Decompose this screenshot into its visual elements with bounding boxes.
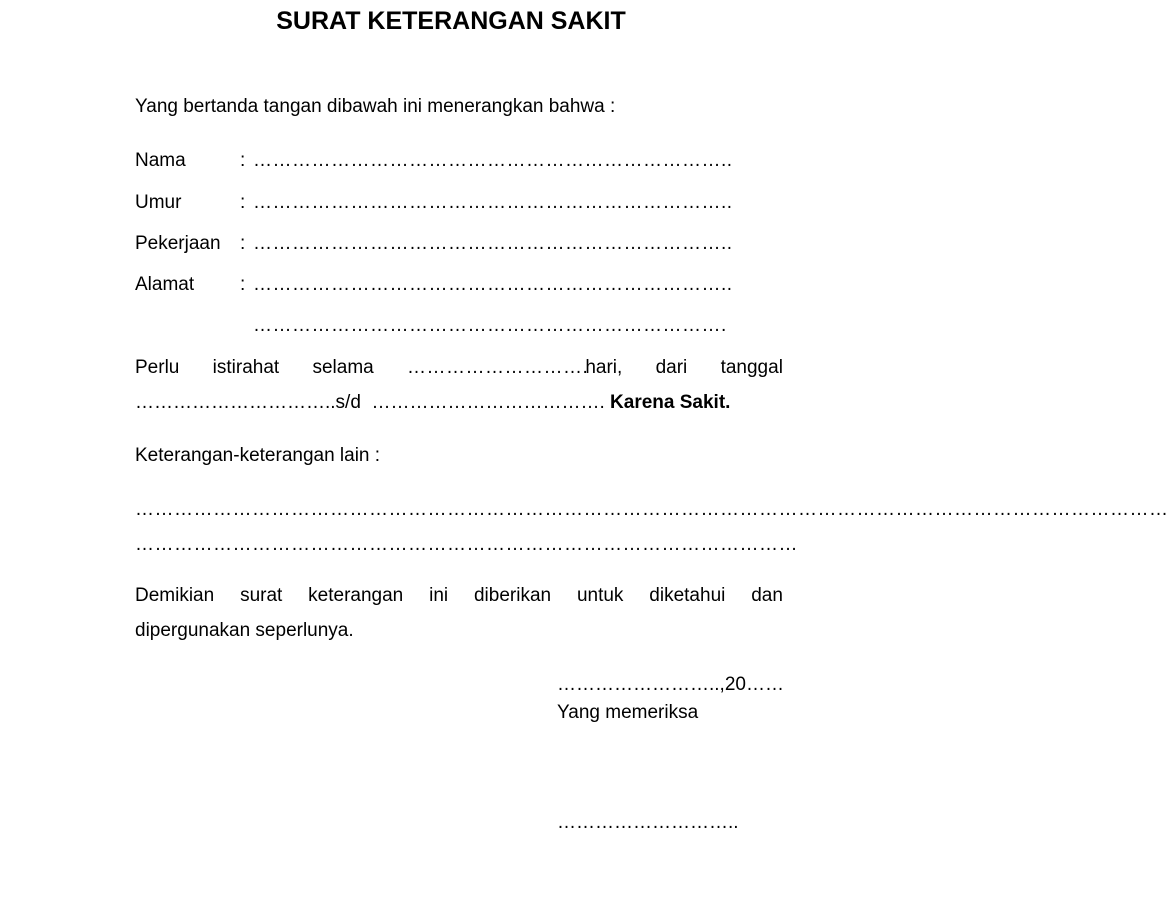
word: keterangan [308,585,404,606]
other-notes-line[interactable]: ………………………………………………………………………………………… [135,534,798,555]
address-continuation[interactable]: ………………………………………………………………. [253,315,727,336]
field-label: Pekerjaan [135,233,221,254]
field-label: Nama [135,150,186,171]
field-value[interactable]: ……………………………………………………………….. [253,233,733,254]
word: untuk [576,585,624,606]
document-title: SURAT KETERANGAN SAKIT [276,7,626,35]
word: surat [240,585,283,606]
examiner-label: Yang memeriksa [557,702,699,723]
word: dari [655,357,688,378]
closing-line2: dipergunakan seperlunya. [135,620,354,641]
end-date-blank[interactable]: ………………………………. [371,392,605,413]
word: dan [751,585,783,606]
days-blank[interactable]: ………………………. [407,357,589,378]
intro-text: Yang bertanda tangan dibawah ini menerangkan bahwa : [135,96,616,117]
other-notes-label: Keterangan-keterangan lain : [135,445,381,466]
word: Perlu [135,357,180,378]
reason-text: Karena Sakit. [610,392,731,413]
field-colon: : [240,150,246,171]
field-label: Alamat [135,274,195,295]
word: Demikian [135,585,215,606]
field-colon: : [240,274,246,295]
signature-date[interactable]: ……………………..,20…… [557,674,784,695]
word: diketahui [649,585,726,606]
field-colon: : [240,192,246,213]
rest-period-line1 [135,356,783,380]
start-date-blank[interactable]: …………………………..s/d [135,392,361,413]
signature-name-line[interactable]: ……………………….. [557,812,739,833]
word: diberikan [473,585,552,606]
field-value[interactable]: ……………………………………………………………….. [253,274,733,295]
word: tanggal [720,357,783,378]
word: hari, [585,357,623,378]
other-notes-line[interactable]: …………………………………………………………………………………………………………………………………………… [135,499,1169,520]
word: istirahat [212,357,280,378]
field-value[interactable]: ……………………………………………………………….. [253,150,733,171]
closing-line1 [135,584,783,608]
rest-period-line2 [135,391,730,415]
field-colon: : [240,233,246,254]
field-value[interactable]: ……………………………………………………………….. [253,192,733,213]
word: selama [312,357,374,378]
word: ini [429,585,449,606]
field-label: Umur [135,192,182,213]
